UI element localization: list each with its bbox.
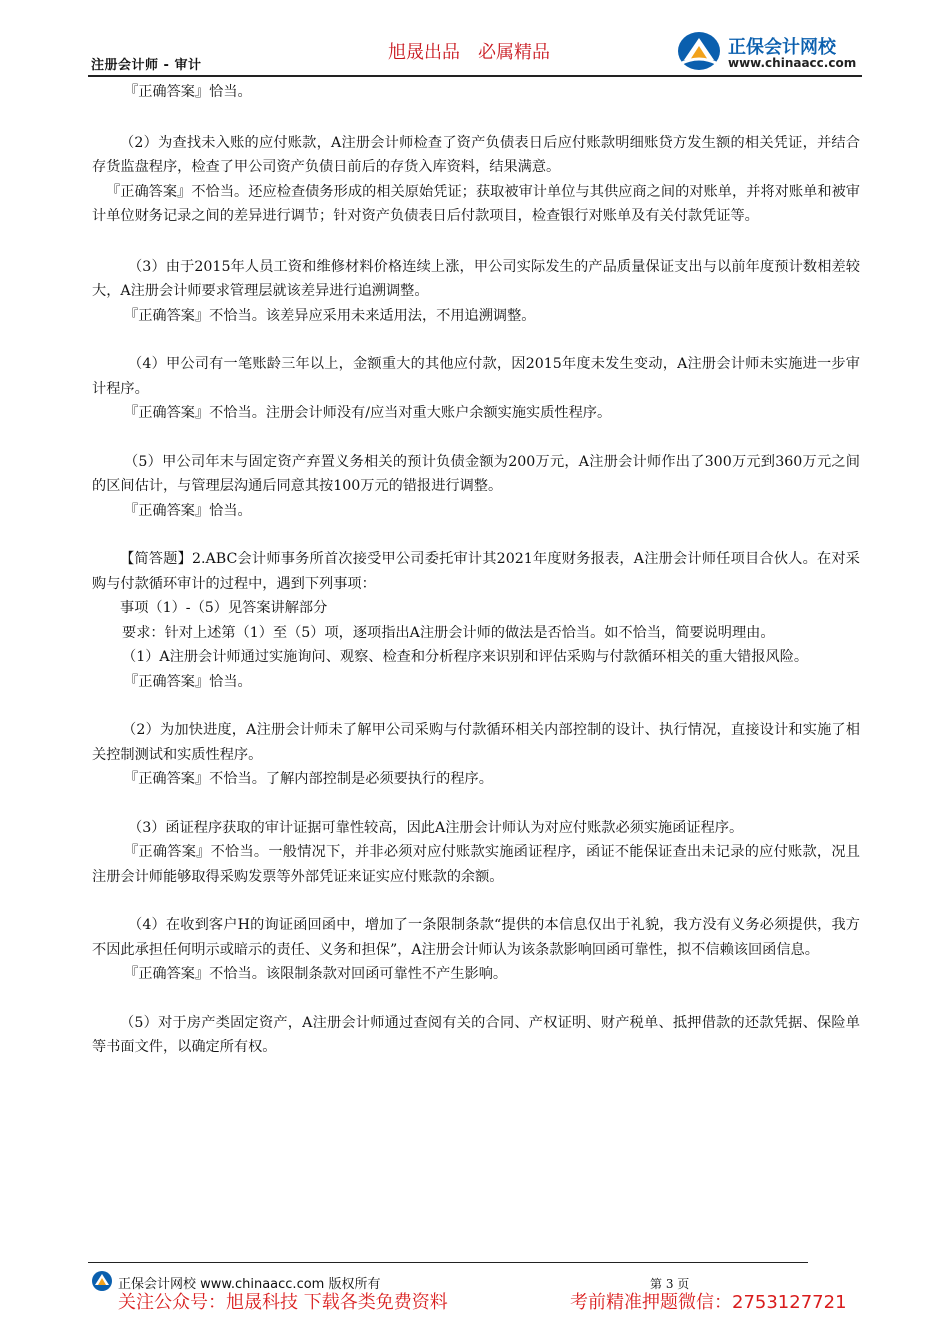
answer-paragraph: 『正确答案』不恰当。还应检查债务形成的相关原始凭证；获取被审计单位与其供应商之间的对账单，并将对账单和被审计单位财务记录之间的差异进行调节；针对资产负债表日后付款项目，检查银行对账单及有关付款凭证等。 — [92, 183, 860, 224]
logo-name: 正保会计网校 — [728, 37, 836, 58]
answer-paragraph: 『正确答案』恰当。 — [124, 502, 252, 519]
answer-paragraph: 『正确答案』不恰当。了解内部控制是必须要执行的程序。 — [124, 771, 493, 787]
question-paragraph: （2）为查找未入账的应付账款，A注册会计师检查了资产负债表日后应付账款明细账贷方发生额的相关凭证，并结合存货监盘程序，检查了甲公司资产负债日前后的存货入库资料，结果满意。 — [92, 134, 860, 175]
question-paragraph: （3）由于2015年人员工资和维修材料价格连续上涨，甲公司实际发生的产品质量保证支出与以前年度预计数相差较大，A注册会计师要求管理层就该差异进行追溯调整。 — [92, 258, 860, 299]
brand-logo[interactable] — [676, 28, 866, 74]
answer-paragraph: 『正确答案』恰当。 — [124, 84, 252, 100]
answer-paragraph: 『正确答案』不恰当。该限制条款对回函可靠性不产生影响。 — [124, 966, 508, 982]
item-note: 事项（1）-（5）见答案讲解部分 — [120, 600, 328, 616]
question-paragraph: （4）在收到客户H的询证函回函中，增加了一条限制条款“提供的本信息仅出于礼貌，我方没有义务必须提供，我方不因此承担任何明示或暗示的责任、义务和担保”，A注册会计师认为该条款影响回函可靠性，拟不信赖该回函信息。 — [92, 917, 860, 958]
question-heading: 【简答题】2.ABC会计师事务所首次接受甲公司委托审计其2021年度财务报表，A注册会计师任项目合伙人。在对采购与付款循环审计的过程中，遇到下列事项： — [92, 551, 860, 592]
answer-paragraph: 『正确答案』恰当。 — [124, 673, 252, 690]
answer-paragraph: 『正确答案』不恰当。该差异应采用未来适用法，不用追溯调整。 — [124, 307, 536, 324]
footer-copyright: 正保会计网校 www.chinaacc.com 版权所有 — [118, 1277, 381, 1292]
promo-contact: 考前精准押题微信：2753127721 — [570, 1292, 847, 1313]
question-paragraph: （5）对于房产类固定资产，A注册会计师通过查阅有关的合同、产权证明、财产税单、抵押借款的还款凭据、保险单等书面文件，以确定所有权。 — [92, 1014, 860, 1055]
answer-paragraph: 『正确答案』不恰当。注册会计师没有/应当对重大账户余额实施实质性程序。 — [124, 405, 612, 421]
question-paragraph: （3）函证程序获取的审计证据可靠性较高，因此A注册会计师认为对应付账款必须实施函证程序。 — [128, 819, 744, 836]
document-title: 注册会计师 - 审计 — [91, 58, 202, 73]
question-paragraph: （1）A注册会计师通过实施询问、观察、检查和分析程序来识别和评估采购与付款循环相关的重大错报风险。 — [122, 649, 809, 665]
footer-logo-icon — [91, 1270, 113, 1292]
answer-paragraph: 『正确答案』不恰当。一般情况下，并非必须对应付账款实施函证程序，函证不能保证查出未记录的应付账款，况且注册会计师能够取得采购发票等外部凭证来证实应付账款的余额。 — [92, 844, 860, 885]
question-paragraph: （2）为加快进度，A注册会计师未了解甲公司采购与付款循环相关内部控制的设计、执行情况，直接设计和实施了相关控制测试和实质性程序。 — [92, 722, 860, 763]
question-paragraph: （4）甲公司有一笔账龄三年以上，金额重大的其他应付款，因2015年度未发生变动，A注册会计师未实施进一步审计程序。 — [92, 356, 860, 397]
header-divider — [88, 75, 862, 77]
question-paragraph: （5）甲公司年末与固定资产弃置义务相关的预计负债金额为200万元，A注册会计师作出了300万元到360万元之间的区间估计，与管理层沟通后同意其按100万元的错报进行调整。 — [92, 453, 860, 494]
requirement: 要求：针对上述第（1）至（5）项，逐项指出A注册会计师的做法是否恰当。如不恰当，简要说明理由。 — [122, 624, 775, 641]
logo-url: www.chinaacc.com — [728, 56, 857, 70]
document-body — [92, 80, 860, 1060]
logo-emblem-icon — [676, 30, 722, 72]
promo-wechat-account: 关注公众号：旭晟科技 下载各类免费资料 — [118, 1292, 448, 1313]
header-slogan: 旭晟出品 必属精品 — [388, 42, 550, 63]
footer-divider — [88, 1262, 808, 1263]
page-number: 第 3 页 — [650, 1277, 690, 1291]
